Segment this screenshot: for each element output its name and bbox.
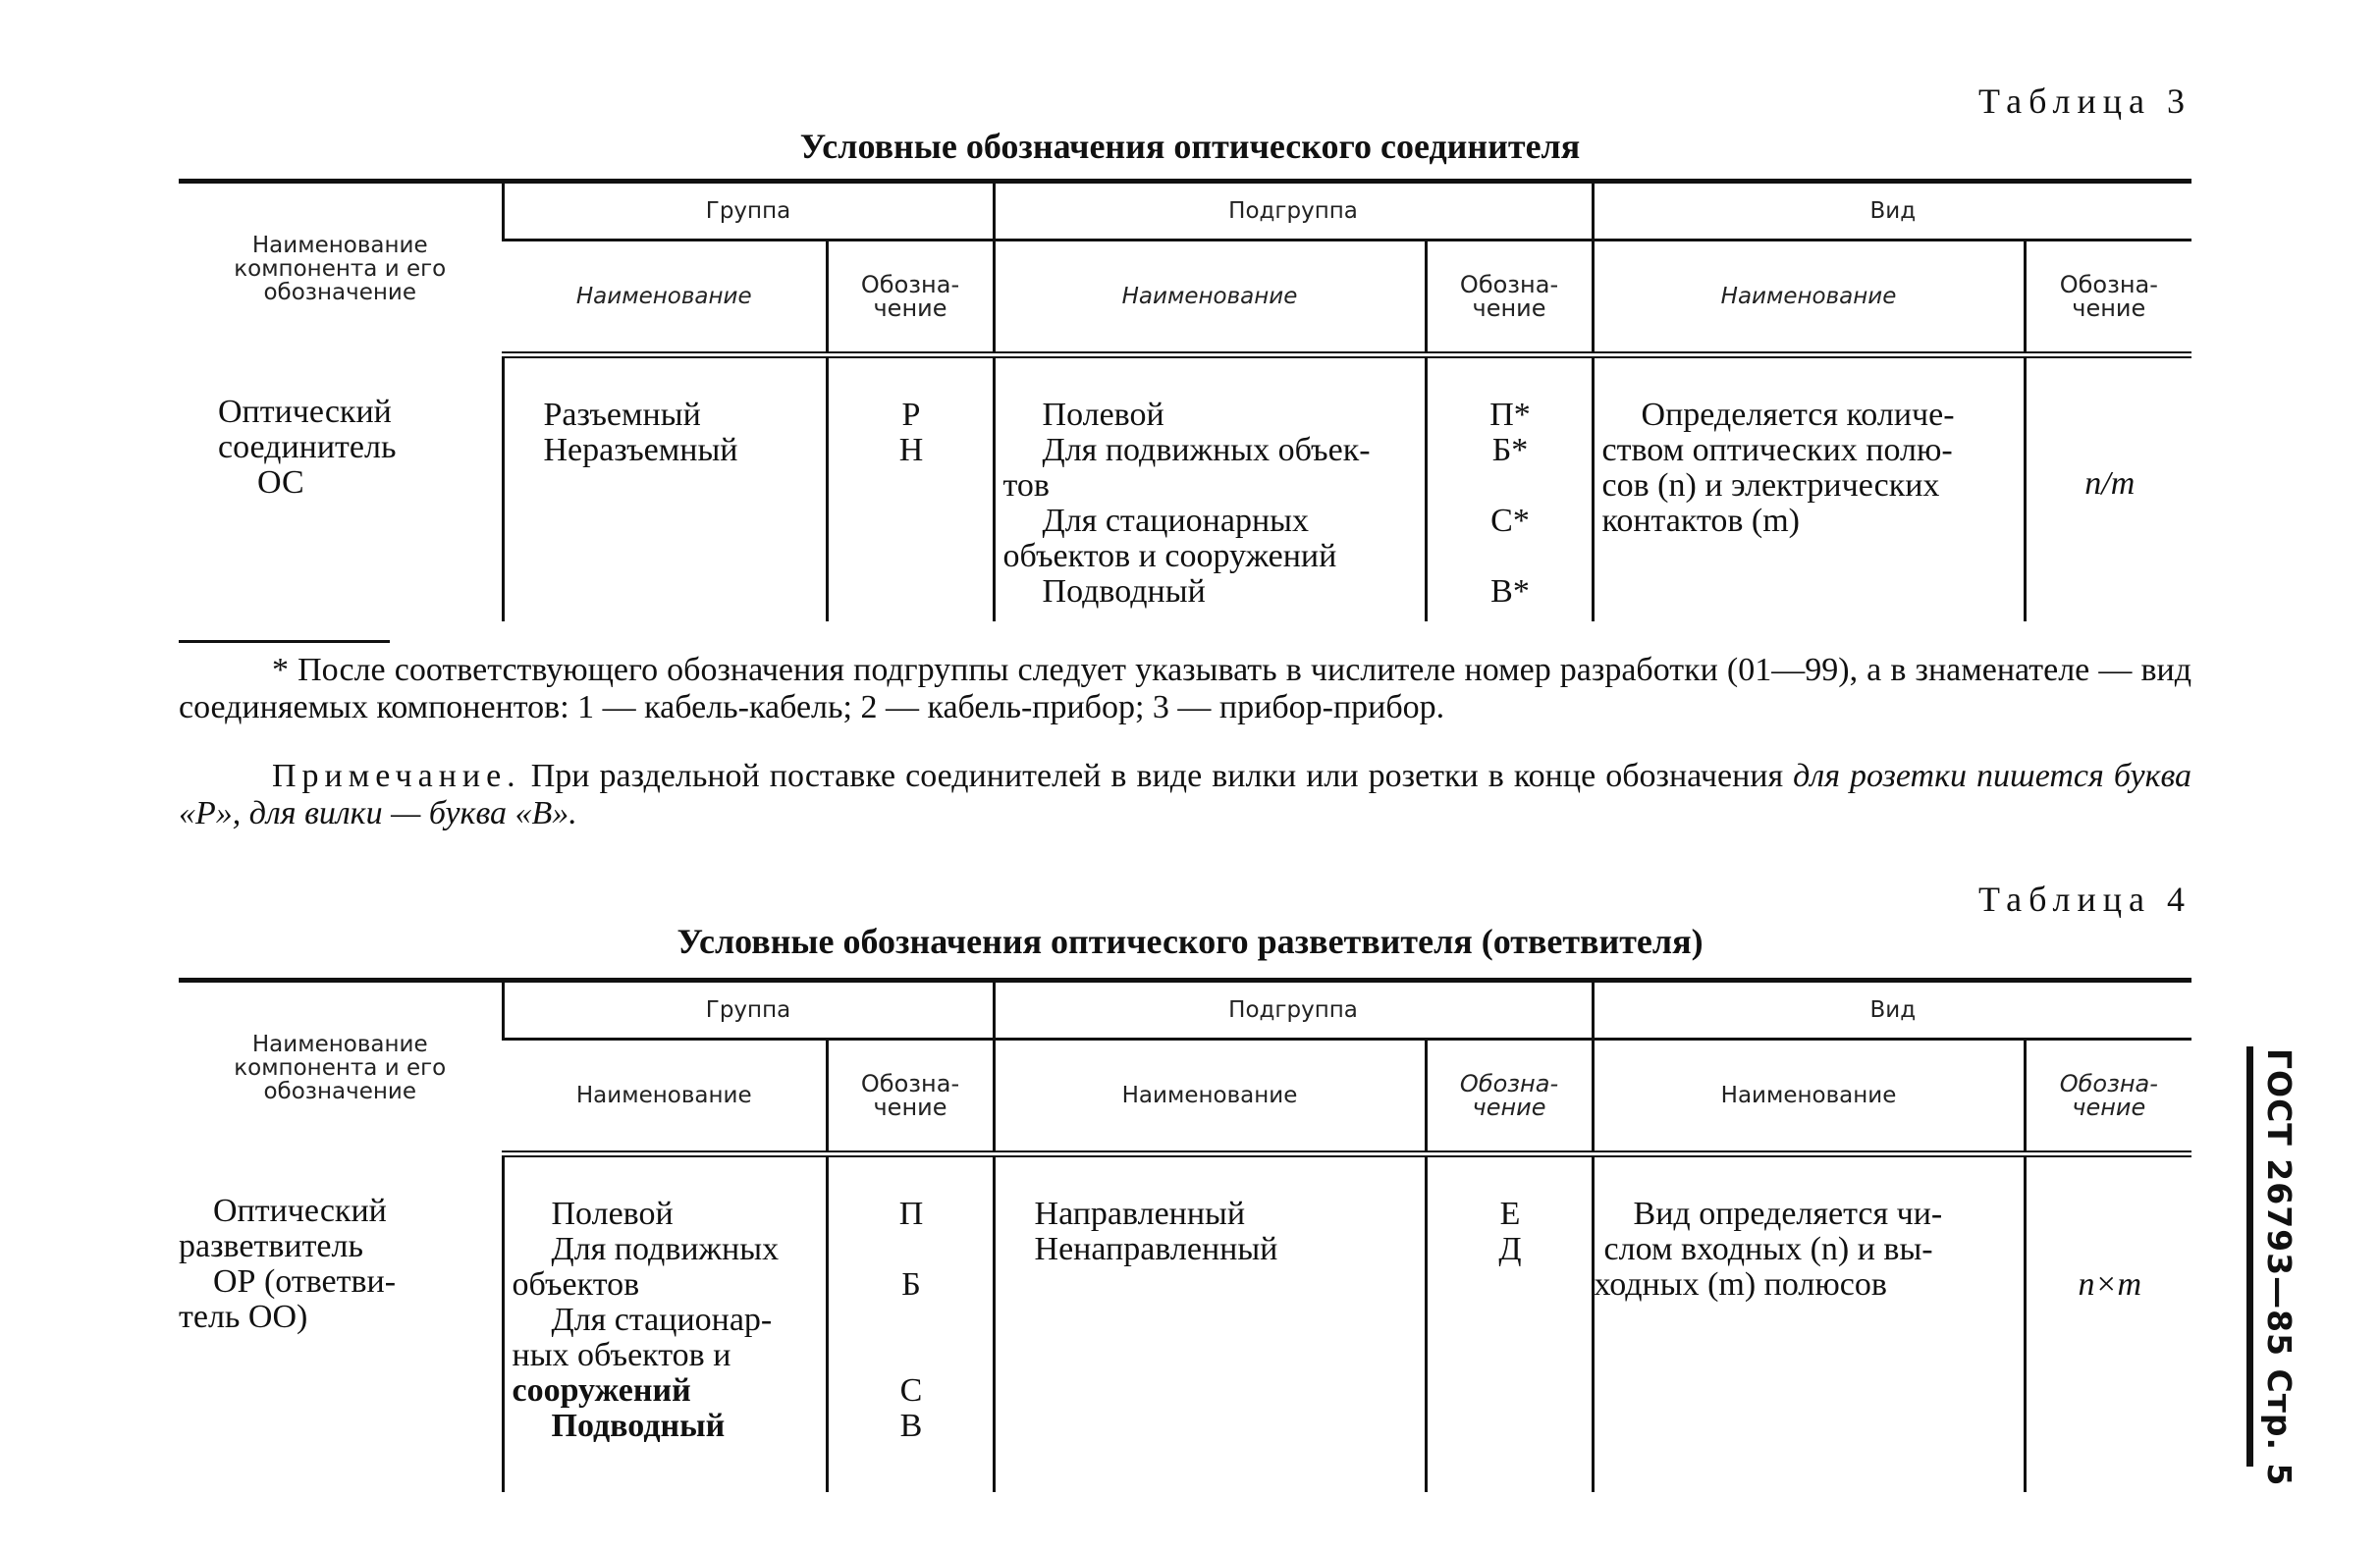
footnote: * После соответствующего обозначения подгруппы следует указывать в числителе номер разработки (01—99), а в знаменателе — вид соединяемых компонентов: 1 — кабель-кабель; 2 — кабель-прибор; 3 — прибор-прибор. [179, 652, 2191, 725]
subgroup-name-cell: Направленный Ненаправленный [994, 1154, 1426, 1492]
header-group-code: Обозна-чение [827, 1040, 994, 1154]
note [179, 758, 2191, 832]
group-name-cell: Разъемный Неразъемный [503, 355, 827, 622]
header-kind-code: Обозна-чение [2025, 1040, 2191, 1154]
component-cell: Оптический разветвитель ОР (ответви- тель ОО) [179, 1192, 397, 1335]
group-name-cell: Полевой Для подвижных объектов Для стационар- ных объектов и сооружений Подводный [503, 1154, 827, 1492]
header-subgroup-name: Наименование [994, 241, 1426, 355]
header-subgroup-code: Обозна-чение [1426, 1040, 1593, 1154]
header-kind-code: Обозна-чение [2025, 241, 2191, 355]
table-4-title: Условные обозначения оптического разветвителя (ответвителя) [676, 922, 1704, 961]
running-head [2260, 1048, 2302, 1487]
group-code-cell: Р Н [827, 355, 994, 622]
table-4 [179, 978, 2191, 1492]
header-component-name: Наименование компонента и его обозначение [179, 182, 503, 355]
kind-code-cell: n×m [2025, 1154, 2191, 1492]
header-kind-name: Наименование [1593, 1040, 2025, 1154]
header-group: Группа [503, 182, 994, 241]
subgroup-code-cell: П* Б* С* В* [1426, 355, 1593, 622]
header-group-name: Наименование [503, 241, 827, 355]
header-subgroup-name: Наименование [994, 1040, 1426, 1154]
header-subgroup: Подгруппа [994, 182, 1593, 241]
kind-name-cell: Вид определяется чи- слом входных (n) и вы- ходных (m) полюсов [1593, 1154, 2025, 1492]
table-row [179, 355, 2191, 622]
table-4-label: Таблица 4 [1978, 880, 2191, 919]
header-kind: Вид [1593, 182, 2191, 241]
note-label: Примечание. [272, 758, 521, 794]
table-3 [179, 179, 2191, 621]
header-group-code: Обозна-чение [827, 241, 994, 355]
component-cell: Оптический соединитель ОС [218, 393, 397, 501]
running-head-text: ГОСТ 26793—85 Стр. 5 [2260, 1048, 2299, 1487]
table-row [179, 1154, 2191, 1492]
footnote-rule [179, 640, 390, 643]
note-text-italic: для розетки пишется буква «Р», для вилки — буква «В». [179, 758, 2192, 831]
table-3-label: Таблица 3 [1978, 81, 2191, 121]
header-subgroup: Подгруппа [994, 981, 1593, 1040]
header-subgroup-code: Обозна-чение [1426, 241, 1593, 355]
note-text: При раздельной поставке соединителей в виде вилки или розетки в конце обозначения [530, 758, 1784, 794]
header-kind-name: Наименование [1593, 241, 2025, 355]
header-group: Группа [503, 981, 994, 1040]
header-component-name: Наименование компонента и его обозначение [179, 981, 503, 1154]
kind-code-cell: n/m [2025, 355, 2191, 622]
header-kind: Вид [1593, 981, 2191, 1040]
kind-name-cell: Определяется количе- ством оптических полю- сов (n) и электрических контактов (m) [1593, 355, 2025, 622]
subgroup-name-cell: Полевой Для подвижных объек- тов Для стационарных объектов и сооружений Подводный [994, 355, 1426, 622]
header-group-name: Наименование [503, 1040, 827, 1154]
running-head-rule [2246, 1046, 2253, 1467]
group-code-cell: П Б С В [827, 1154, 994, 1492]
table-3-title: Условные обозначения оптического соединителя [799, 127, 1581, 166]
subgroup-code-cell: Е Д [1426, 1154, 1593, 1492]
